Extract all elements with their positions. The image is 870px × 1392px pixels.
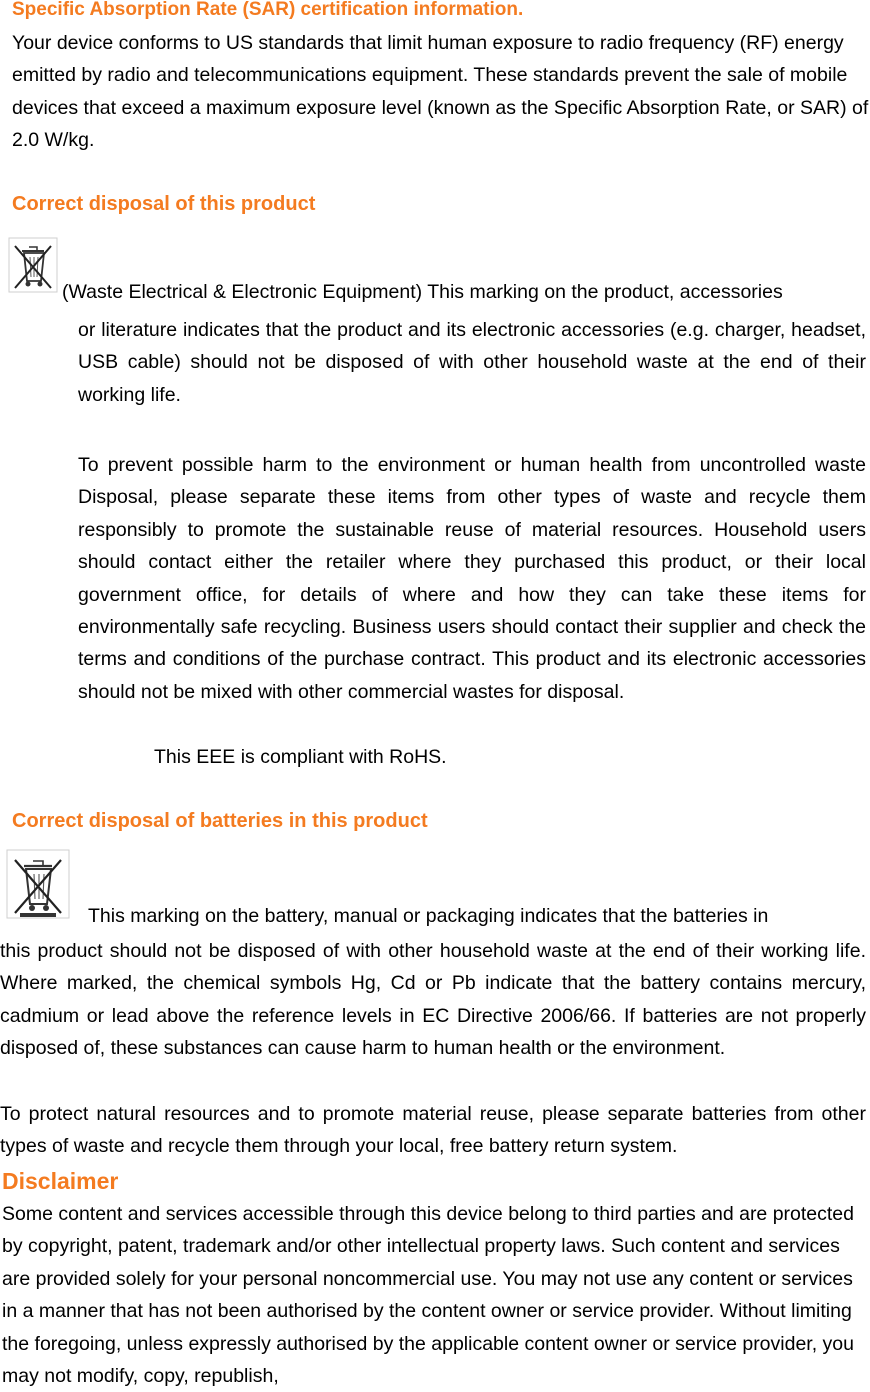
crossed-out-wheelie-bin-icon [6, 849, 70, 919]
weee-paragraph-2: To prevent possible harm to the environment or human health from uncontrolled waste Disposal, please separate these items from other types of waste and recycle them responsibly to promote the sustainable reuse of material resources. Household users should contact either the retailer where they purchased this product, or their local government office, for details of where and how they can take these items for environmentally safe recycling. Business users should contact their supplier and check the terms and conditions of the purchase contract. This product and its electronic accessories should not be mixed with other commercial wastes for disposal. [78, 454, 866, 703]
batteries-heading: Correct disposal of batteries in this product [12, 810, 428, 832]
sar-paragraph: Your device conforms to US standards that limit human exposure to radio frequency (RF) energy emitted by radio and telecommunications equipment. These standards prevent the sale of mobile devices that exceed a maximum exposure level (known as the Specific Absorption Rate, or SAR) of 2.0 W/kg. [12, 32, 869, 152]
batteries-paragraph-1: this product should not be disposed of with other household waste at the end of their working life. Where marked, the chemical symbols Hg, Cd or Pb indicate that the battery contains mercury, cadmium or lead above the reference levels in EC Directive 2006/66. If batteries are not properly disposed of, these substances can cause harm to human health or the environment. [0, 940, 866, 1060]
batteries-intro-line: This marking on the battery, manual or packaging indicates that the batteries in [88, 905, 769, 927]
rohs-statement: This EEE is compliant with RoHS. [154, 746, 447, 768]
crossed-out-wheelie-bin-icon [8, 237, 58, 293]
batteries-paragraph-2: To protect natural resources and to promote material reuse, please separate batteries from other types of waste and recycle them through your local, free battery return system. [0, 1103, 866, 1158]
disclaimer-heading: Disclaimer [2, 1168, 119, 1194]
disclaimer-paragraph: Some content and services accessible through this device belong to third parties and are protected by copyright, patent, trademark and/or other intellectual property laws. Such content and services are provided solely for your personal noncommercial use. You may not use any content or services in a manner that has not been authorised by the content owner or service provider. Without limiting the foregoing, unless expressly authorised by the applicable content owner or service provider, you may not modify, copy, republish, [2, 1203, 855, 1388]
sar-heading: Specific Absorption Rate (SAR) certification information. [12, 0, 524, 20]
weee-intro-line: (Waste Electrical & Electronic Equipment) This marking on the product, accessories [62, 281, 783, 303]
weee-paragraph-1: or literature indicates that the product and its electronic accessories (e.g. charger, headset, USB cable) should not be disposed of with other household waste at the end of their working life. [78, 319, 866, 406]
weee-heading: Correct disposal of this product [12, 193, 316, 215]
